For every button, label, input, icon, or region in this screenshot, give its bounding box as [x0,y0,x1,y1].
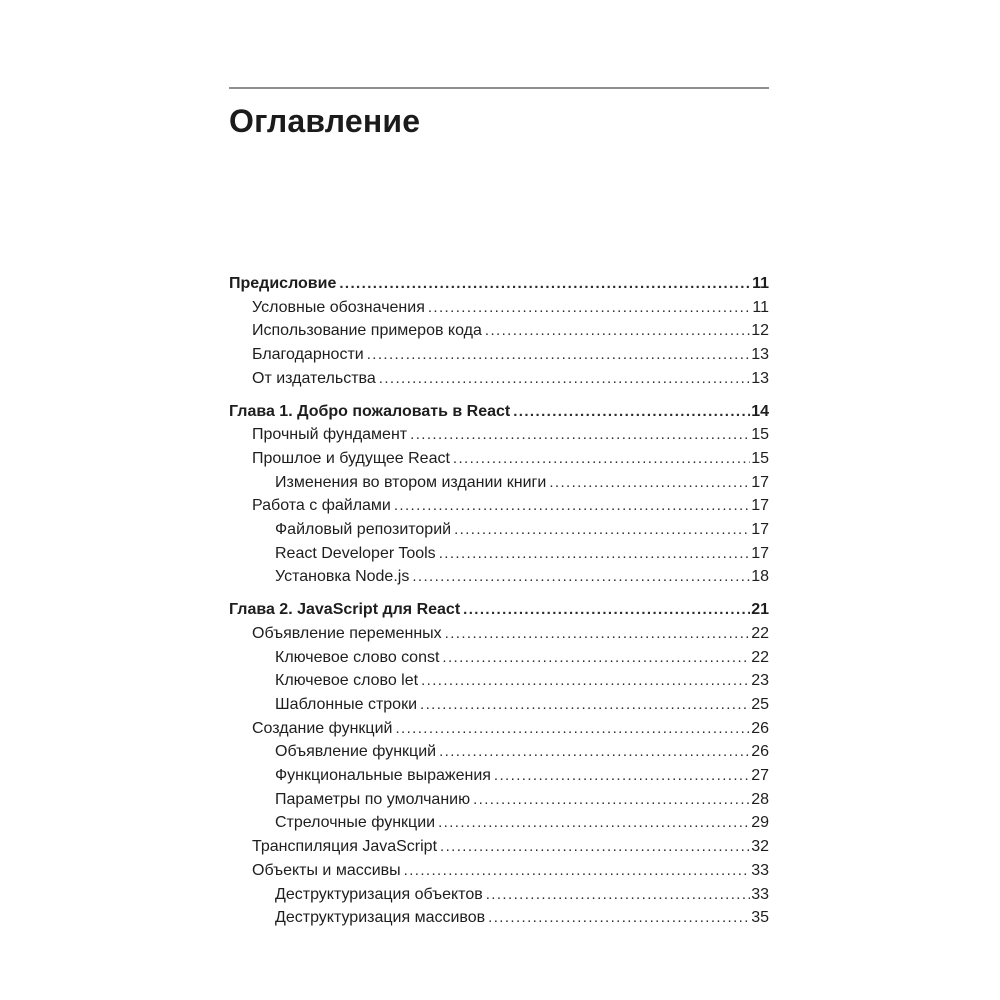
toc-leader-dots [439,740,750,764]
toc-entry-label: Создание функций [252,719,393,737]
toc-leader-dots [494,764,750,788]
toc-entry [229,518,769,542]
toc-entry-page: 27 [751,767,769,785]
toc-entry [229,788,769,812]
toc-leader-dots [404,859,751,883]
toc-entry-page: 15 [751,426,769,444]
toc-entry-page: 15 [751,449,769,467]
toc-entry [229,811,769,835]
toc-leader-dots [428,296,752,320]
toc-entry-label: Прочный фундамент [252,426,408,444]
toc-leader-dots [453,447,750,471]
toc-entry [229,859,769,883]
toc-entry-label: Объявление функций [275,743,437,761]
toc-entry [229,367,769,391]
toc-entry [229,423,769,447]
toc-entry-label: Глава 1. Добро пожаловать в React [229,402,511,420]
toc-entry [229,693,769,717]
toc-entry-page: 17 [751,544,769,562]
toc-entry-label: Объекты и массивы [252,861,401,879]
toc-entry-page: 32 [751,838,769,856]
page-title: Оглавление [229,103,421,139]
toc-entry-label: Глава 2. JavaScript для React [229,601,461,619]
toc-leader-dots [445,622,751,646]
toc-entry-page: 14 [751,402,769,420]
toc-entry-label: Стрелочные функции [275,814,436,832]
toc-entry-page: 22 [751,648,769,666]
toc-entry-label: Работа с файлами [252,497,391,515]
toc-entry [229,598,769,622]
toc-leader-dots [485,319,750,343]
toc-group [229,272,769,391]
toc-entry-label: Прошлое и будущее React [252,449,450,467]
toc-entry-page: 35 [751,909,769,927]
toc-entry [229,906,769,930]
toc-entry-page: 33 [751,885,769,903]
toc-entry-page: 28 [751,790,769,808]
toc-entry-label: Установка Node.js [275,568,410,586]
toc-entry-page: 25 [751,695,769,713]
toc-entry-page: 18 [751,568,769,586]
toc-entry-page: 13 [751,369,769,387]
toc-entry [229,319,769,343]
toc-entry-page: 33 [751,861,769,879]
top-rule-divider [229,87,769,89]
toc-entry-label: Благодарности [252,346,364,364]
toc-leader-dots [438,811,750,835]
toc-entry [229,542,769,566]
toc-entry [229,343,769,367]
toc-leader-dots [421,669,750,693]
toc-entry [229,494,769,518]
toc-entry [229,740,769,764]
toc-entry-page: 26 [751,743,769,761]
toc-entry-page: 12 [751,322,769,340]
toc-entry-label: React Developer Tools [275,544,436,562]
toc-leader-dots [412,565,750,589]
toc-leader-dots [420,693,750,717]
toc-entry-page: 11 [752,275,769,292]
toc-entry-label: Предисловие [229,275,337,292]
toc-entry-label: Изменения во втором издании книги [275,473,547,491]
toc-leader-dots [454,518,750,542]
toc-entry-page: 21 [751,601,769,619]
toc-entry-label: Шаблонные строки [275,695,417,713]
toc-entry-label: Ключевое слово let [275,672,419,690]
toc-entry-label: Деструктуризация объектов [275,885,483,903]
toc-entry [229,764,769,788]
toc-entry-page: 17 [751,497,769,515]
toc-leader-dots [339,272,751,296]
toc-entry [229,717,769,741]
toc-entry [229,471,769,495]
toc-leader-dots [379,367,750,391]
toc-leader-dots [440,835,750,859]
toc-entry-page: 11 [752,298,769,316]
toc-group [229,598,769,930]
toc-entry [229,565,769,589]
toc-entry-page: 22 [751,624,769,642]
toc-entry-page: 26 [751,719,769,737]
toc-entry [229,447,769,471]
toc-leader-dots [394,494,750,518]
toc-leader-dots [488,906,750,930]
toc-entry-label: Деструктуризация массивов [275,909,486,927]
toc-entry [229,669,769,693]
toc-entry-label: Файловый репозиторий [275,521,452,539]
toc-entry-label: Ключевое слово const [275,648,440,666]
toc-entry-label: Использование примеров кода [252,322,482,340]
toc-entry-page: 17 [751,521,769,539]
toc-leader-dots [473,788,750,812]
toc-entry [229,835,769,859]
toc-leader-dots [442,646,750,670]
toc-group [229,400,769,590]
toc-entry [229,272,769,296]
toc-leader-dots [549,471,750,495]
page-content [229,0,769,930]
toc-entry-page: 23 [751,672,769,690]
toc-leader-dots [439,542,751,566]
toc-leader-dots [410,423,750,447]
toc-leader-dots [367,343,750,367]
toc-entry-label: Функциональные выражения [275,767,491,785]
toc-list [229,272,769,930]
toc-entry-label: Параметры по умолчанию [275,790,471,808]
toc-entry-label: Объявление переменных [252,624,442,642]
toc-entry-label: Транспиляция JavaScript [252,838,438,856]
toc-entry [229,622,769,646]
toc-leader-dots [395,717,750,741]
toc-entry [229,296,769,320]
toc-entry-label: Условные обозначения [252,298,425,316]
toc-entry-label: От издательства [252,369,376,387]
toc-entry [229,646,769,670]
toc-leader-dots [513,400,750,424]
toc-entry-page: 13 [751,346,769,364]
toc-entry [229,400,769,424]
toc-leader-dots [463,598,750,622]
toc-leader-dots [486,883,750,907]
toc-entry [229,883,769,907]
toc-entry-page: 29 [751,814,769,832]
toc-entry-page: 17 [751,473,769,491]
